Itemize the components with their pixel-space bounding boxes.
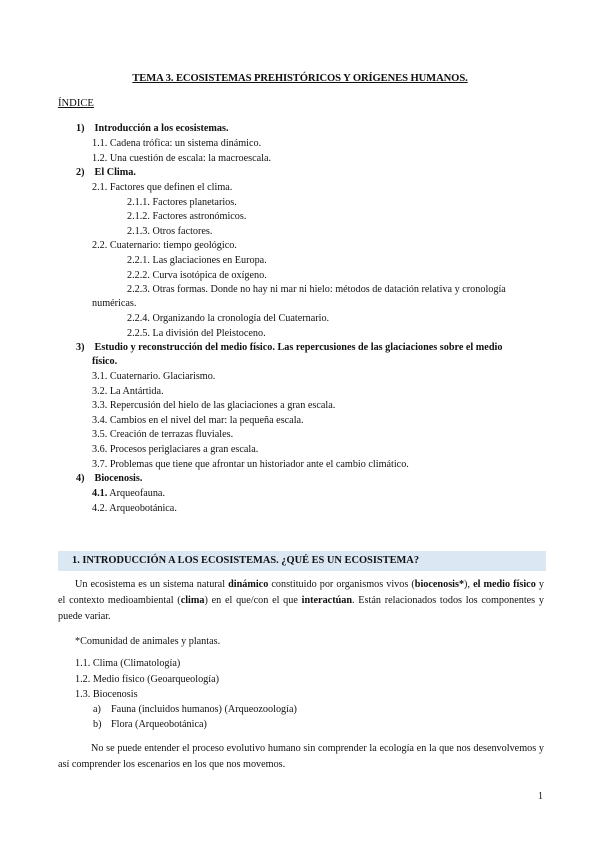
toc-item-3-4: 3.4. Cambios en el nivel del mar: la pequeña escala. [92, 415, 304, 426]
p1-text-3: ), [464, 579, 474, 590]
toc-item-2-2-2: 2.2.2. Curva isotópica de oxígeno. [127, 270, 267, 281]
list-subitem-a-text: Fauna (incluidos humanos) (Arqueozoología) [111, 704, 297, 715]
list-item-1-3: 1.3. Biocenosis [75, 689, 138, 700]
toc-item-2-1-2: 2.1.2. Factores astronómicos. [127, 211, 247, 222]
p1-text-6: . Están relacionados todos los componentes y puede variar. [58, 595, 544, 622]
page-number: 1 [538, 791, 543, 802]
toc-item-1-2: 1.2. Una cuestión de escala: la macroescala. [92, 153, 272, 164]
p1-bold-interactuan: interactúan [301, 595, 353, 606]
section-1-paragraph-1 [58, 577, 544, 625]
toc-item-2-2: 2.2. Cuaternario: tiempo geológico. [92, 240, 237, 251]
toc-item-3-6: 3.6. Procesos periglaciares a gran escala. [92, 444, 259, 455]
p1-text-1: Un ecosistema es un sistema natural [75, 579, 229, 590]
list-subitem-b [93, 718, 207, 732]
toc-item-4-2: 4.2. Arqueobotánica. [92, 503, 177, 514]
toc-section-2 [76, 166, 136, 180]
toc-item-2-1: 2.1. Factores que definen el clima. [92, 182, 233, 193]
toc-section-3-number: 3) [76, 342, 85, 353]
list-subitem-a-marker: a) [93, 704, 101, 715]
toc-section-3 [76, 341, 502, 355]
toc-section-4 [76, 472, 142, 486]
toc-section-3-label-cont: físico. [92, 356, 118, 367]
toc-item-3-2: 3.2. La Antártida. [92, 386, 164, 397]
document-title: TEMA 3. ECOSISTEMAS PREHISTÓRICOS Y ORÍGENES HUMANOS. [132, 73, 468, 84]
toc-item-3-1: 3.1. Cuaternario. Glaciarismo. [92, 371, 216, 382]
toc-item-2-2-3: 2.2.3. Otras formas. Donde no hay ni mar ni hielo: métodos de datación relativa y cronología [127, 284, 506, 295]
p1-bold-dinamico: dinámico [228, 579, 269, 590]
p1-text-5: ) en el que/con el que [204, 595, 302, 606]
toc-item-3-7: 3.7. Problemas que tiene que afrontar un historiador ante el cambio climático. [92, 459, 409, 470]
section-1-paragraph-2: No se puede entender el proceso evolutivo humano sin comprender la ecología en la que nos desenvolvemos y así comprender los escenarios en los que nos movemos. [58, 743, 544, 770]
toc-section-4-label: Biocenosis. [94, 473, 143, 484]
toc-item-2-2-1: 2.2.1. Las glaciaciones en Europa. [127, 255, 267, 266]
list-item-1-1: 1.1. Clima (Climatología) [75, 658, 181, 669]
section-1-heading-bar [58, 551, 546, 571]
toc-section-4-number: 4) [76, 473, 85, 484]
toc-item-4-1 [92, 487, 165, 501]
footnote-comunidad: *Comunidad de animales y plantas. [75, 636, 221, 647]
p1-text-2: constituido por organismos vivos ( [268, 579, 415, 590]
toc-item-4-1-label: Arqueofauna. [107, 488, 165, 499]
list-item-1-2: 1.2. Medio físico (Geoarqueología) [75, 674, 219, 685]
toc-section-1-label: Introducción a los ecosistemas. [94, 123, 229, 134]
toc-item-1-1: 1.1. Cadena trófica: un sistema dinámico. [92, 138, 262, 149]
list-subitem-a [93, 703, 297, 717]
toc-item-2-2-4: 2.2.4. Organizando la cronología del Cuaternario. [127, 313, 330, 324]
list-subitem-b-marker: b) [93, 719, 102, 730]
toc-section-1-number: 1) [76, 123, 85, 134]
toc-section-2-number: 2) [76, 167, 85, 178]
section-1-heading: 1. INTRODUCCIÓN A LOS ECOSISTEMAS. ¿QUÉ ES UN ECOSISTEMA? [72, 555, 420, 566]
p1-text-4: y el contexto medioambiental ( [58, 579, 544, 606]
toc-section-3-label: Estudio y reconstrucción del medio físico. Las repercusiones de las glaciaciones sobre el medio [94, 342, 503, 353]
p1-bold-medio-fisico: el medio físico [473, 579, 536, 590]
index-heading: ÍNDICE [58, 98, 94, 109]
p1-bold-clima: clima [180, 595, 205, 606]
toc-item-2-2-3-cont: numéricas. [92, 298, 137, 309]
toc-item-2-2-5: 2.2.5. La división del Pleistoceno. [127, 328, 266, 339]
toc-item-2-1-3: 2.1.3. Otros factores. [127, 226, 213, 237]
toc-item-2-1-1: 2.1.1. Factores planetarios. [127, 197, 237, 208]
list-subitem-b-text: Flora (Arqueobotánica) [111, 719, 207, 730]
toc-item-3-3: 3.3. Repercusión del hielo de las glaciaciones a gran escala. [92, 400, 336, 411]
p1-bold-biocenosis: biocenosis* [414, 579, 465, 590]
toc-item-4-1-number: 4.1. [92, 488, 108, 499]
toc-section-2-label: El Clima. [94, 167, 136, 178]
toc-section-1 [76, 122, 229, 136]
toc-item-3-5: 3.5. Creación de terrazas fluviales. [92, 429, 234, 440]
